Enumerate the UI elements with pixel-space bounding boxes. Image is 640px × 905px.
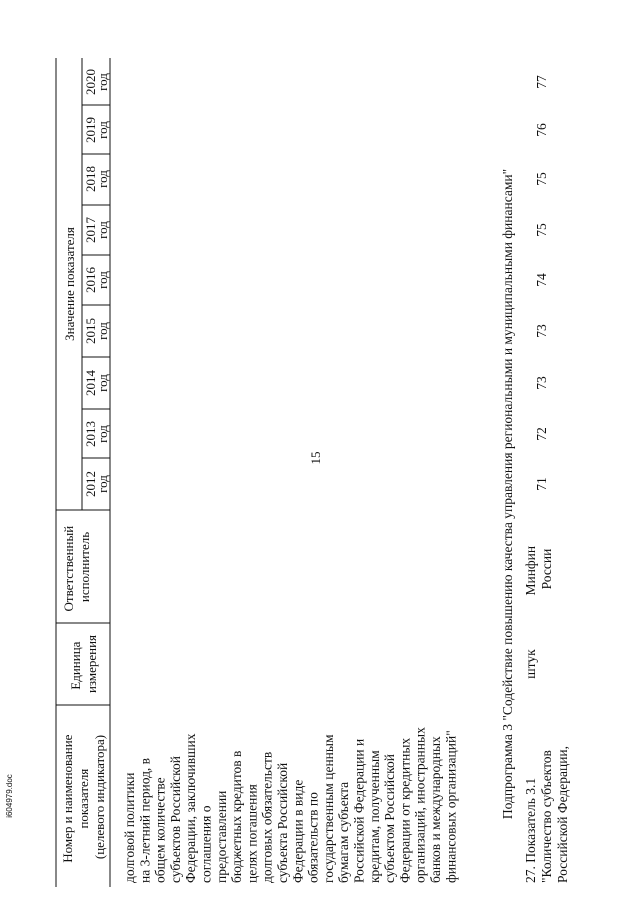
header-unit: Единица измерения <box>68 634 99 694</box>
year-header-2013: 2013год <box>83 421 110 447</box>
row-27-value-2020: 77 <box>534 75 549 89</box>
row-27-value-2014: 73 <box>534 376 549 390</box>
row-27-values <box>534 75 549 491</box>
footer-filename: i604979.doc <box>5 774 14 818</box>
continuation-line: субъектом Российской <box>382 754 398 883</box>
row-27-value-2018: 75 <box>534 172 549 186</box>
continuation-line: Российской Федерации и <box>351 738 367 883</box>
continuation-line: долговых обязательств <box>259 751 275 883</box>
continuation-text <box>122 727 458 883</box>
continuation-line: банков и международных <box>428 736 443 883</box>
continuation-line: финансовых организаций" <box>443 730 459 883</box>
row-27-value-2015: 73 <box>534 324 549 338</box>
row-27-value-2016: 74 <box>534 273 549 287</box>
continuation-line: субъекта Российской <box>275 762 290 883</box>
header-separators <box>56 105 110 705</box>
continuation-line: Федерации в виде <box>290 779 306 883</box>
continuation-line: бумагам субъекта <box>336 781 352 883</box>
year-header-2012: 2012год <box>83 471 110 497</box>
continuation-line: долговой политики <box>122 772 137 883</box>
continuation-line: организаций, иностранных <box>412 727 428 883</box>
year-header-2020: 2020год <box>83 69 110 95</box>
continuation-line: бюджетных кредитов в <box>229 750 245 883</box>
row-27-value-2013: 72 <box>534 427 549 441</box>
header-executor: Ответственный исполнитель <box>61 525 92 612</box>
year-header-2017: 2017год <box>83 217 110 243</box>
row-27-unit: штук <box>523 649 538 679</box>
year-header-2019: 2019год <box>83 117 110 143</box>
continuation-line: соглашения о <box>198 805 214 883</box>
continuation-line: субъектов Российской <box>167 755 183 883</box>
subprogram-title: Подпрограмма 3 "Содействие повышению качества управления региональными и муниципальными финансами" <box>500 168 515 820</box>
year-headers <box>83 69 110 497</box>
row-27-name: 27. Показатель 3.1 "Количество субъектов Российской Федерации, <box>523 745 570 883</box>
continuation-line: общем количестве <box>152 777 168 883</box>
continuation-line: Федерации от кредитных <box>397 737 413 883</box>
year-header-2018: 2018год <box>83 166 110 192</box>
page-number: 15 <box>308 451 323 465</box>
continuation-line: на 3-летний период, в <box>137 757 153 883</box>
year-header-2014: 2014год <box>83 370 110 396</box>
continuation-line: кредитам, полученным <box>366 750 382 883</box>
year-header-2015: 2015год <box>83 318 110 344</box>
header-name: Номер и наименование показателя (целевого индикатора) <box>60 734 107 863</box>
continuation-line: целях погашения <box>244 784 260 883</box>
row-27-executor: Минфин России <box>523 545 554 596</box>
row-27-value-2012: 71 <box>534 477 549 491</box>
header-values-group: Значение показателя <box>62 227 77 341</box>
row-27-value-2019: 76 <box>534 123 549 137</box>
continuation-line: предоставлении <box>213 790 229 883</box>
continuation-line: Федерации, заключивших <box>183 733 199 883</box>
year-header-2016: 2016год <box>83 267 110 293</box>
row-27-value-2017: 75 <box>534 223 549 237</box>
rotated-table <box>56 58 570 887</box>
continuation-line: обязательств по <box>305 792 321 883</box>
continuation-line: государственным ценным <box>320 734 336 883</box>
